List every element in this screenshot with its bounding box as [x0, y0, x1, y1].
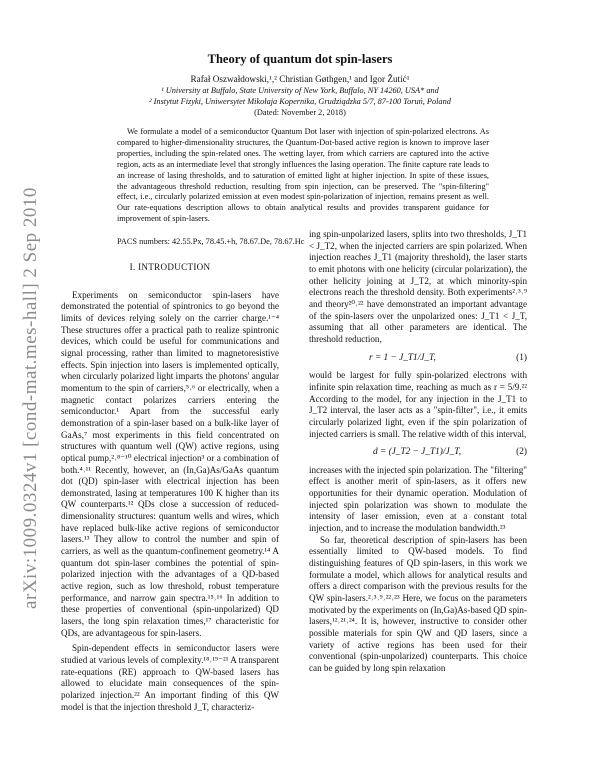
- arxiv-identifier: arXiv:1009.0324v1 [cond-mat.mes-hall] 2 Sep 2010: [20, 187, 41, 609]
- equation-1-body: r = 1 − J_T1/J_T,: [369, 352, 436, 363]
- author-list: Rafał Oszwałdowski,¹,² Christian Gøthgen,¹ and Igor Žutić¹: [190, 74, 410, 84]
- paper-title: Theory of quantum dot spin-lasers: [207, 52, 393, 66]
- affiliation-2: ² Instytut Fizyki, Uniwersytet Mikołaja Kopernika, Grudziądzka 5/7, 87-100 Toruń, Poland: [149, 97, 451, 106]
- intro-paragraph-5: increases with the injected spin polarization. The "filtering" effect is another merit of spin-lasers, as it offers new opportunities for their dynamic operation. Modulation of injected spin polarization was shown to modulate the intensity of laser emission, even at a constant total injection, and to increase the modulation bandwidth.²³: [309, 464, 527, 534]
- section-heading: I. INTRODUCTION: [129, 262, 211, 272]
- pacs-numbers: PACS numbers: 42.55.Px, 78.45.+h, 78.67.De, 78.67.Hc: [117, 237, 305, 246]
- intro-paragraph-2: Spin-dependent effects in semiconductor lasers were studied at various levels of complexity.¹⁸˒¹⁹⁻²¹ A transparent rate-equations (RE) approach to QW-based lasers has allowed to elucidate main consequences of the spin-polarized injection.²² An important finding of this QW model is that the injection threshold J_T, characteriz-: [61, 643, 279, 712]
- intro-paragraph-4: would be largest for fully spin-polarized electrons with infinite spin relaxation time, reaching as much as r = 5/9.²² According to the model, for any injection in the J_T1 to J_T2 interval, the laser acts as a "spin-filter", i.e., it emits circularly polarized light, even if the spin polarization of injected carriers is small. The relative width of this interval,: [309, 370, 527, 439]
- affiliation-1: ¹ University at Buffalo, State University of New York, Buffalo, NY 14260, USA* and: [161, 86, 439, 95]
- equation-2: [309, 447, 527, 459]
- abstract: We formulate a model of a semiconductor Quantum Dot laser with injection of spin-polarized electrons. As compared to higher-dimensionality structures, the Quantum-Dot-based active region is known to improve laser properties, including the spin-related ones. The wetting layer, from which carriers are captured into the active region, acts as an intermediate level that strongly influences the lasing operation. The finite capture rate leads to an increase of lasing thresholds, and to saturation of emitted light at higher injection. In spite of these issues, the advantageous threshold reduction, resulting from spin injection, can be preserved. The "spin-filtering" effect, i.e., circularly polarized emission at even modest spin-polarization of injection, remains present as well. Our rate-equations description allows to obtain analytical results and provides transparent guidance for improvement of spin-lasers.: [117, 127, 489, 224]
- equation-1: [309, 353, 527, 365]
- intro-paragraph-6: So far, theoretical description of spin-lasers has been essentially limited to QW-based models. To find distinguishing features of QD spin-lasers, in this work we formulate a model, which allows for analytical results and offers a direct comparison with the previous results for the QW spin-lasers.²˒³˒⁹˒²²˒²³ Here, we focus on the parameters motivated by the experiments on (In,Ga)As-based QD spin-lasers,¹²˒²¹˒²⁴. It is, however, instructive to consider other possible materials for spin QW and QD lasers, since a variety of active regions has been used for their conventional (spin-unpolarized) counterparts. This choice can be guided by long spin relaxation: [309, 534, 527, 673]
- right-column: [309, 229, 527, 675]
- arxiv-sidebar-stamp: [8, 188, 54, 608]
- equation-2-number: (2): [516, 447, 527, 458]
- date-line: (Dated: November 2, 2018): [254, 108, 346, 117]
- intro-paragraph-1: Experiments on semiconductor spin-lasers have demonstrated the potential of spintronics to go beyond the limits of devices relying solely on the carrier charge.¹⁻⁴ These structures offer a practical path to realize spintronic devices, which could be useful for communications and signal processing, rather than limited to magnetoresistive effects. Spin injection into lasers is implemented optically, when circularly polarized light imparts the photons' angular momentum to the spin of carriers,⁵˒⁶ or electrically, when a magnetic contact polarizes carriers entering the semiconductor.¹ Apart from the successful early demonstration of a spin-laser based on a bulk-like layer of GaAs,⁷ most experiments in this field concentrated on structures with quantum well (QW) active regions, using optical pump,²˒⁸⁻¹⁰ electrical injection³ or a combination of both.⁴˒¹¹ Recently, however, an (In,Ga)As/GaAs quantum dot (QD) spin-laser with electrical injection has been demonstrated, lasing at temperatures 100 K higher than its QW counterparts.¹² QDs close a succession of reduced-dimensionality structures: quantum wells and wires, which have replaced bulk-like active regions of semiconductor lasers.¹³ They allow to control the number and spin of carriers, as well as the quantum-confinement geometry.¹⁴ A quantum dot spin-laser combines the potential of spin-polarized injection with the advantages of a QD-based active region, such as low threshold, robust temperature performance, and narrow gain spectra.¹⁵˒¹⁶ In addition to these properties of conventional (spin-unpolarized) QD lasers, the long spin relaxation times,¹⁷ characteristic for QDs, are advantageous for spin-lasers.: [61, 289, 279, 638]
- equation-1-number: (1): [516, 352, 527, 363]
- intro-paragraph-3: ing spin-unpolarized lasers, splits into two thresholds, J_T1 < J_T2, when the injected carriers are spin polarized. When injection reaches J_T1 (majority threshold), the laser starts to emit photons with one helicity (circular polarization), the other helicity joining at J_T2, at which minority-spin electrons reach the threshold density. Both experiments²˒³˒⁹ and theory²⁰˒²² have demonstrated an important advantage of the spin-lasers over the unpolarized ones: J_T1 < J_T, assuming that all other parameters are identical. The threshold reduction,: [309, 229, 527, 344]
- equation-2-body: d = (J_T2 − J_T1)/J_T,: [373, 447, 462, 458]
- left-column: [61, 262, 279, 713]
